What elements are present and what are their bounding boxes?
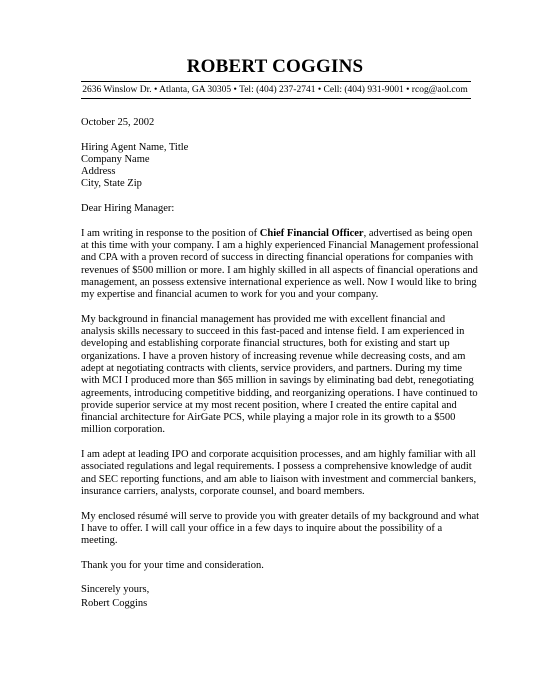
paragraph-text: , advertised as being open at this time with your company. I am a highly experienced Financial Management professional and CPA with a proven record of success in directing financial operations for companies with revenues of $500 million or more. I am highly skilled in all aspects of financial operations and management, an possess extensive international experience as well. Now I would like to bring my expertise and financial acumen to work for you and your company. (81, 227, 479, 301)
paragraph-text: I am writing in response to the position of (81, 227, 260, 239)
paragraph-background: My background in financial management has provided me with excellent financial and analysis skills necessary to succeed in this fast-paced and intense field. I am experienced in developing and establishing corporate financial structures, both for existing and start up organizations. I have a proven history of increasing revenue while decreasing costs, and am adept at negotiating contracts with clients, service providers, and partners. During my time with MCI I produced more than $65 million in savings by eliminating bad debt, renegotiating agreements, introducing competitive bidding, and reorganizing operations. I have continued to provide superior service at my most recent position, where I created the entire capital and financial architecture for AirGate PCS, while playing a major role in its growth to a $500 million corporation. (81, 313, 478, 436)
position-title: Chief Financial Officer (259, 227, 364, 239)
header-top-rule (81, 81, 471, 82)
letter-body (81, 117, 481, 609)
paragraph-skills: I am adept at leading IPO and corporate acquisition processes, and am highly familiar with all associated regulations and legal requirements. I possess a comprehensive knowledge of audit and SEC reporting functions, and am able to liaison with investment and commercial bankers, insurance carriers, analysts, corporate counsel, and board members. (81, 449, 477, 497)
sender-name: ROBERT COGGINS (186, 56, 364, 77)
salutation: Dear Hiring Manager: (81, 203, 175, 215)
paragraph-intro (81, 228, 481, 302)
recipient-line: City, State Zip (81, 178, 142, 190)
sender-contact-line: 2636 Winslow Dr. • Atlanta, GA 30305 • Tel: (404) 237-2741 • Cell: (404) 931-9001 • rcog@aol.com (82, 85, 468, 95)
paragraph-thanks: Thank you for your time and consideration. (81, 559, 264, 571)
recipient-line: Hiring Agent Name, Title (81, 141, 189, 153)
recipient-line: Address (81, 166, 116, 178)
recipient-line: Company Name (81, 153, 150, 165)
header-bottom-rule (81, 98, 471, 99)
closing: Sincerely yours, (81, 584, 150, 596)
paragraph-resume: My enclosed résumé will serve to provide you with greater details of my background and what I have to offer. I will call your office in a few days to inquire about the possibility of a meeting. (81, 510, 480, 547)
letter-date: October 25, 2002 (81, 117, 155, 128)
signature-name: Robert Coggins (81, 598, 148, 609)
